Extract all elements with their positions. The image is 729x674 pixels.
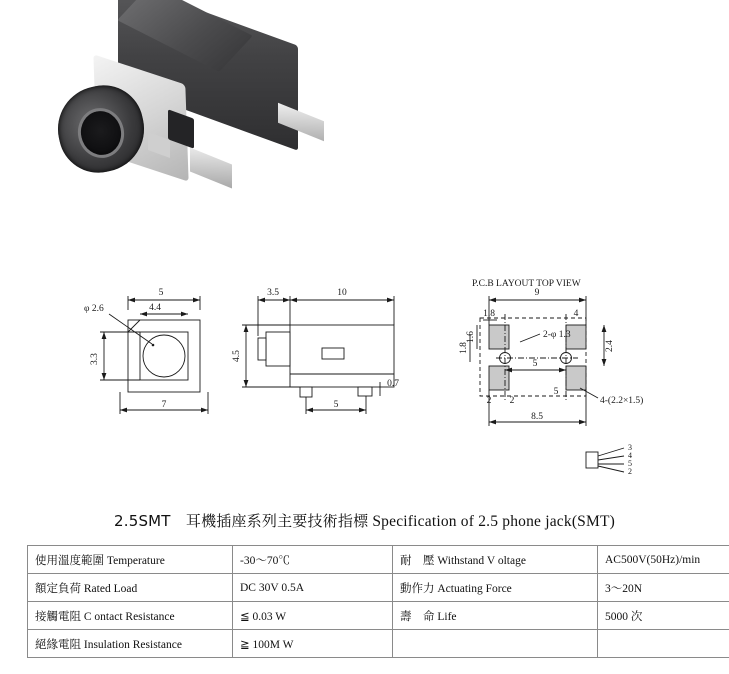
label-en: Insulation Resistance bbox=[83, 638, 182, 651]
dim-pcb-8-5: 8.5 bbox=[531, 412, 543, 422]
caption-cjk: 2.5SMT 耳機插座系列主要技術指標 bbox=[113, 512, 369, 530]
dim-pcb-2-4: 2.4 bbox=[605, 340, 615, 352]
row-label-withstand-voltage bbox=[393, 546, 598, 574]
pcb-layout-drawing bbox=[459, 279, 643, 476]
callout-2-phi-1-3: 2-φ 1.3 bbox=[543, 330, 571, 340]
dim-pcb-4: 4 bbox=[573, 309, 579, 319]
row-label-empty bbox=[393, 630, 598, 658]
row-value-temperature: -30～70℃ bbox=[233, 546, 393, 574]
label-cjk: 壽 命 bbox=[400, 608, 435, 623]
dim-side-3-5: 3.5 bbox=[267, 288, 279, 298]
side-view-drawing bbox=[232, 288, 399, 414]
dim-pcb-5-mid: 5 bbox=[532, 359, 538, 369]
table-row bbox=[28, 602, 729, 630]
pin-number-5: 5 bbox=[628, 459, 632, 468]
dim-side-4-5: 4.5 bbox=[232, 350, 242, 362]
dim-pcb-1-8-top: 1.8 bbox=[483, 309, 495, 319]
label-cjk: 額定負荷 bbox=[35, 580, 81, 595]
dim-front-phi26: φ 2.6 bbox=[84, 304, 104, 314]
pin-number-3: 3 bbox=[628, 443, 632, 452]
label-en: Actuating Force bbox=[437, 582, 512, 595]
row-value-contact-resistance: ≦ 0.03 W bbox=[233, 602, 393, 630]
row-label-temperature bbox=[28, 546, 233, 574]
table-row bbox=[28, 546, 729, 574]
label-en: Life bbox=[437, 610, 457, 623]
dim-side-0-7: 0.7 bbox=[387, 379, 399, 389]
label-en: Temperature bbox=[106, 554, 165, 567]
row-value-actuating-force: 3～20N bbox=[598, 574, 729, 602]
dim-front-4-4: 4.4 bbox=[149, 303, 161, 313]
label-cjk: 絕緣電阻 bbox=[35, 636, 81, 651]
spec-caption bbox=[0, 510, 729, 531]
label-en: Withstand V oltage bbox=[437, 554, 526, 567]
row-label-contact-resistance bbox=[28, 602, 233, 630]
row-value-withstand-voltage: AC500V(50Hz)/min bbox=[598, 546, 729, 574]
dim-pcb-5-low: 5 bbox=[553, 387, 559, 397]
table-row bbox=[28, 574, 729, 602]
row-label-actuating-force bbox=[393, 574, 598, 602]
dim-pcb-2-right: 2 bbox=[509, 396, 515, 406]
dim-front-7: 7 bbox=[161, 400, 167, 410]
specification-table bbox=[27, 545, 729, 658]
row-label-rated-load bbox=[28, 574, 233, 602]
technical-drawings bbox=[0, 270, 729, 500]
pin-number-2: 2 bbox=[628, 467, 632, 476]
pin-schematic bbox=[586, 443, 632, 476]
dim-side-10: 10 bbox=[337, 288, 347, 298]
label-cjk: 動作力 bbox=[400, 580, 435, 595]
table-row bbox=[28, 630, 729, 658]
dim-pcb-1-6: 1.6 bbox=[466, 331, 476, 343]
front-view-drawing bbox=[84, 288, 208, 414]
label-en: Rated Load bbox=[83, 582, 138, 595]
row-value-insulation-resistance: ≧ 100M W bbox=[233, 630, 393, 658]
pin-number-4: 4 bbox=[628, 451, 632, 460]
dim-pcb-9: 9 bbox=[534, 288, 540, 298]
row-label-life bbox=[393, 602, 598, 630]
row-label-insulation-resistance bbox=[28, 630, 233, 658]
dim-pcb-1-8-left: 1.8 bbox=[459, 342, 469, 354]
caption-latin: Specification of 2.5 phone jack(SMT) bbox=[368, 513, 616, 530]
dim-pcb-2-left: 2 bbox=[486, 396, 492, 406]
pcb-layout-title: P.C.B LAYOUT TOP VIEW bbox=[472, 279, 581, 289]
row-value-life: 5000 次 bbox=[598, 602, 729, 630]
drawings-svg bbox=[0, 270, 729, 500]
label-cjk: 使用溫度範圍 bbox=[35, 552, 104, 567]
dim-front-5: 5 bbox=[158, 288, 164, 298]
product-photo bbox=[40, 8, 340, 223]
row-value-rated-load: DC 30V 0.5A bbox=[233, 574, 393, 602]
photo-solder-tab-front bbox=[190, 148, 232, 189]
label-en: C ontact Resistance bbox=[83, 610, 175, 623]
dim-front-3-3: 3.3 bbox=[90, 353, 100, 365]
callout-4-pads: 4-(2.2×1.5) bbox=[600, 396, 644, 406]
label-cjk: 耐 壓 bbox=[400, 552, 435, 567]
row-value-empty bbox=[598, 630, 729, 658]
dim-side-5: 5 bbox=[333, 400, 339, 410]
label-cjk: 接觸電阻 bbox=[35, 608, 81, 623]
